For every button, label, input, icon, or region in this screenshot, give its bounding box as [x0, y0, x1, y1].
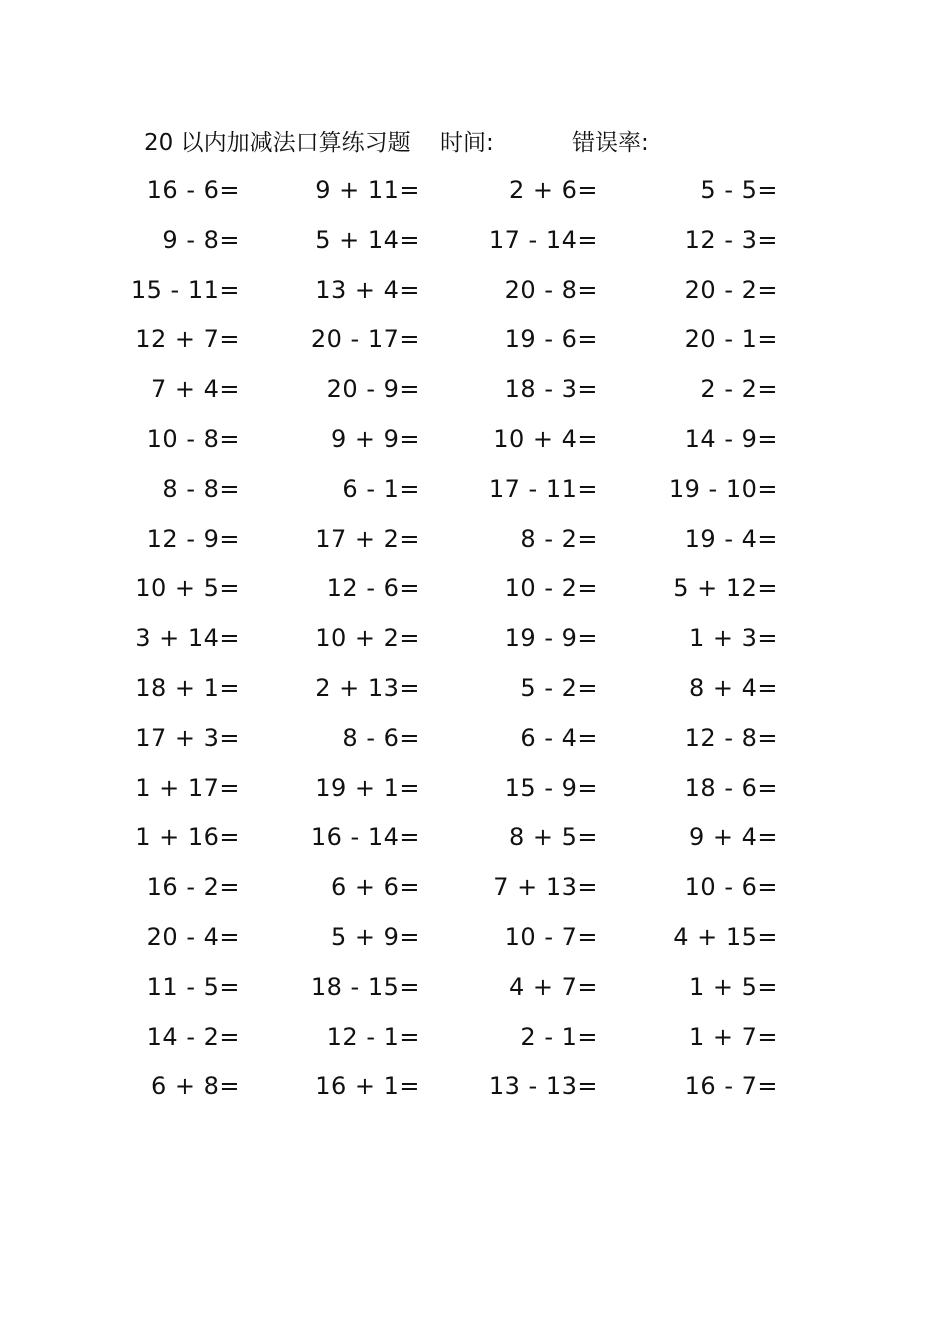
math-problem: 12 - 6=	[326, 574, 420, 603]
math-problem: 2 - 1=	[520, 1022, 598, 1051]
math-problem: 6 + 6=	[330, 873, 420, 902]
math-problem: 10 - 8=	[146, 424, 240, 453]
math-problem: 5 + 14=	[315, 225, 420, 254]
problem-row	[0, 967, 950, 1017]
math-problem: 1 + 3=	[688, 624, 778, 653]
problem-row	[0, 618, 950, 668]
math-problem: 15 - 9=	[504, 773, 598, 802]
problem-row	[0, 917, 950, 967]
problem-row	[0, 170, 950, 220]
math-problem: 20 - 1=	[684, 325, 778, 354]
problem-row	[0, 1017, 950, 1067]
math-problem: 9 + 9=	[330, 424, 420, 453]
math-problem: 16 - 14=	[310, 823, 420, 852]
math-problem: 18 - 6=	[684, 773, 778, 802]
math-problem: 13 - 13=	[488, 1072, 598, 1101]
math-problem: 11 - 5=	[146, 972, 240, 1001]
problem-row	[0, 519, 950, 569]
math-problem: 20 - 17=	[310, 325, 420, 354]
math-problem: 8 - 6=	[342, 723, 420, 752]
time-label: 时间:	[440, 130, 494, 156]
math-problem: 10 - 2=	[504, 574, 598, 603]
math-problem: 3 + 14=	[135, 624, 240, 653]
math-problem: 1 + 7=	[688, 1022, 778, 1051]
math-problem: 17 + 3=	[135, 723, 240, 752]
math-problem: 1 + 16=	[135, 823, 240, 852]
math-problem: 6 + 8=	[150, 1072, 240, 1101]
math-problem: 20 - 8=	[504, 275, 598, 304]
math-problem: 4 + 15=	[673, 922, 778, 951]
math-problem: 9 - 8=	[162, 225, 240, 254]
math-problem: 18 - 3=	[504, 375, 598, 404]
problem-row	[0, 319, 950, 369]
math-problem: 19 + 1=	[315, 773, 420, 802]
math-problem: 17 - 11=	[488, 474, 598, 503]
math-problem: 6 - 1=	[342, 474, 420, 503]
math-problem: 12 - 1=	[326, 1022, 420, 1051]
problem-row	[0, 469, 950, 519]
math-problem: 19 - 10=	[668, 474, 778, 503]
math-problem: 1 + 5=	[688, 972, 778, 1001]
problem-row	[0, 568, 950, 618]
math-problem: 13 + 4=	[315, 275, 420, 304]
math-problem: 5 - 5=	[700, 176, 778, 204]
math-problem: 12 - 3=	[684, 225, 778, 254]
math-problem: 19 - 9=	[504, 624, 598, 653]
math-problem: 9 + 4=	[688, 823, 778, 852]
math-problem: 5 + 12=	[673, 574, 778, 603]
math-problem: 5 + 9=	[330, 922, 420, 951]
math-problem: 4 + 7=	[508, 972, 598, 1001]
math-problem: 19 - 6=	[504, 325, 598, 354]
problem-row	[0, 419, 950, 469]
math-problem: 12 + 7=	[135, 325, 240, 354]
math-problem: 15 - 11=	[130, 275, 240, 304]
math-problem: 12 - 8=	[684, 723, 778, 752]
math-problem: 8 + 4=	[688, 673, 778, 702]
math-problem: 9 + 11=	[315, 176, 420, 204]
math-problem: 17 - 14=	[488, 225, 598, 254]
math-problem: 10 - 6=	[684, 873, 778, 902]
problem-row	[0, 220, 950, 270]
math-problem: 14 - 2=	[146, 1022, 240, 1051]
math-problem: 1 + 17=	[135, 773, 240, 802]
math-problem: 10 - 7=	[504, 922, 598, 951]
math-problem: 8 - 2=	[520, 524, 598, 553]
math-problem: 20 - 2=	[684, 275, 778, 304]
math-problem: 10 + 2=	[315, 624, 420, 653]
math-problem: 16 - 2=	[146, 873, 240, 902]
math-problem: 20 - 9=	[326, 375, 420, 404]
problem-row	[0, 369, 950, 419]
math-problem: 2 + 6=	[508, 176, 598, 204]
math-problem: 12 - 9=	[146, 524, 240, 553]
math-problem: 10 + 5=	[135, 574, 240, 603]
problem-row	[0, 768, 950, 818]
math-problem: 5 - 2=	[520, 673, 598, 702]
worksheet-header	[0, 124, 950, 160]
math-problem: 6 - 4=	[520, 723, 598, 752]
math-problem: 2 + 13=	[315, 673, 420, 702]
worksheet-title: 20 以内加减法口算练习题	[144, 130, 411, 156]
error-rate-label: 错误率:	[572, 130, 649, 156]
math-problem: 18 - 15=	[310, 972, 420, 1001]
math-problem: 10 + 4=	[493, 424, 598, 453]
problem-grid	[0, 170, 950, 1116]
math-problem: 16 - 6=	[146, 176, 240, 204]
problem-row	[0, 668, 950, 718]
math-problem: 2 - 2=	[700, 375, 778, 404]
math-problem: 7 + 13=	[493, 873, 598, 902]
problem-row	[0, 718, 950, 768]
math-problem: 8 - 8=	[162, 474, 240, 503]
math-problem: 20 - 4=	[146, 922, 240, 951]
math-problem: 14 - 9=	[684, 424, 778, 453]
problem-row	[0, 1066, 950, 1116]
math-problem: 8 + 5=	[508, 823, 598, 852]
math-problem: 7 + 4=	[150, 375, 240, 404]
problem-row	[0, 817, 950, 867]
math-problem: 18 + 1=	[135, 673, 240, 702]
math-problem: 16 - 7=	[684, 1072, 778, 1101]
math-problem: 16 + 1=	[315, 1072, 420, 1101]
problem-row	[0, 867, 950, 917]
math-problem: 17 + 2=	[315, 524, 420, 553]
problem-row	[0, 270, 950, 320]
math-problem: 19 - 4=	[684, 524, 778, 553]
